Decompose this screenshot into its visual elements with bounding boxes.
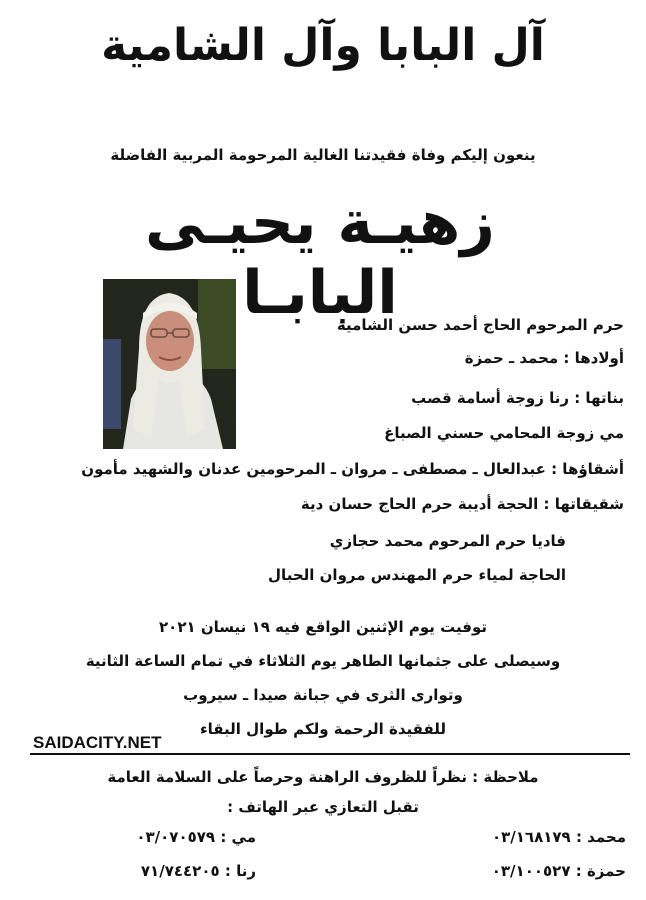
brothers-line: أشقاؤها : عبدالعال ـ مصطفى ـ مروان ـ المرحومين عدنان والشهيد مأمون [81, 460, 624, 478]
phone-label: محمد : [575, 828, 626, 846]
phone-entry-mai [136, 828, 256, 846]
phone-label: رنا : [224, 862, 256, 880]
deceased-photo [103, 279, 236, 449]
phone-number: ٠٣/٠٧٠٥٧٩ [136, 828, 216, 846]
prayer-line: وسيصلى على جثمانها الطاهر يوم الثلاثاء في تمام الساعة الثانية [85, 652, 561, 670]
sisters-line-1: شقيقاتها : الحجة أديبة حرم الحاج حسان دية [300, 495, 624, 513]
phone-number: ٠٣/١٠٠٥٢٧ [491, 862, 571, 880]
phone-label: مي : [220, 828, 256, 846]
wife-of-line: حرم المرحوم الحاج أحمد حسن الشامية [336, 316, 624, 334]
intro-text: ينعون إليكم وفاة فقيدتنا الغالية المرحومة المربية الفاضلة [110, 146, 536, 164]
phone-entry-hamza [492, 862, 626, 880]
watermark-text: SAIDACITY.NET [33, 733, 162, 752]
phone-number: ٧١/٧٤٤٢٠٥ [140, 862, 220, 880]
deceased-name: زهيـة يحيـى البابـا [145, 188, 495, 328]
daughters-line-2: مي زوجة المحامي حسني الصباغ [384, 424, 624, 442]
sisters-line-3: الحاجة لمياء حرم المهندس مروان الحبال [268, 566, 566, 584]
death-date-line: توفيت يوم الإثنين الواقع فيه ١٩ نيسان ٢٠٢١ [159, 618, 487, 636]
phone-label: حمزة : [575, 862, 626, 880]
note-line-2: تقبل التعازي عبر الهاتف : [227, 798, 419, 816]
phone-entry-mohamad [492, 828, 626, 846]
families-heading: آل البابا وآل الشامية [101, 20, 545, 71]
phone-number: ٠٣/١٦٨١٧٩ [491, 828, 571, 846]
portrait-image [103, 279, 236, 449]
sons-line: أولادها : محمد ـ حمزة [464, 349, 624, 367]
daughters-line-1: بناتها : رنا زوجة أسامة قصب [411, 389, 624, 407]
closing-line: للفقيدة الرحمة ولكم طوال البقاء [199, 720, 447, 738]
burial-line: وتوارى الثرى في جبانة صيدا ـ سيروب [183, 686, 463, 704]
phone-entry-rana [141, 862, 256, 880]
divider [30, 753, 630, 755]
sisters-line-2: فاديا حرم المرحوم محمد حجازي [329, 532, 566, 550]
note-line-1: ملاحظة : نظراً للظروف الراهنة وحرصاً على السلامة العامة [107, 768, 539, 786]
